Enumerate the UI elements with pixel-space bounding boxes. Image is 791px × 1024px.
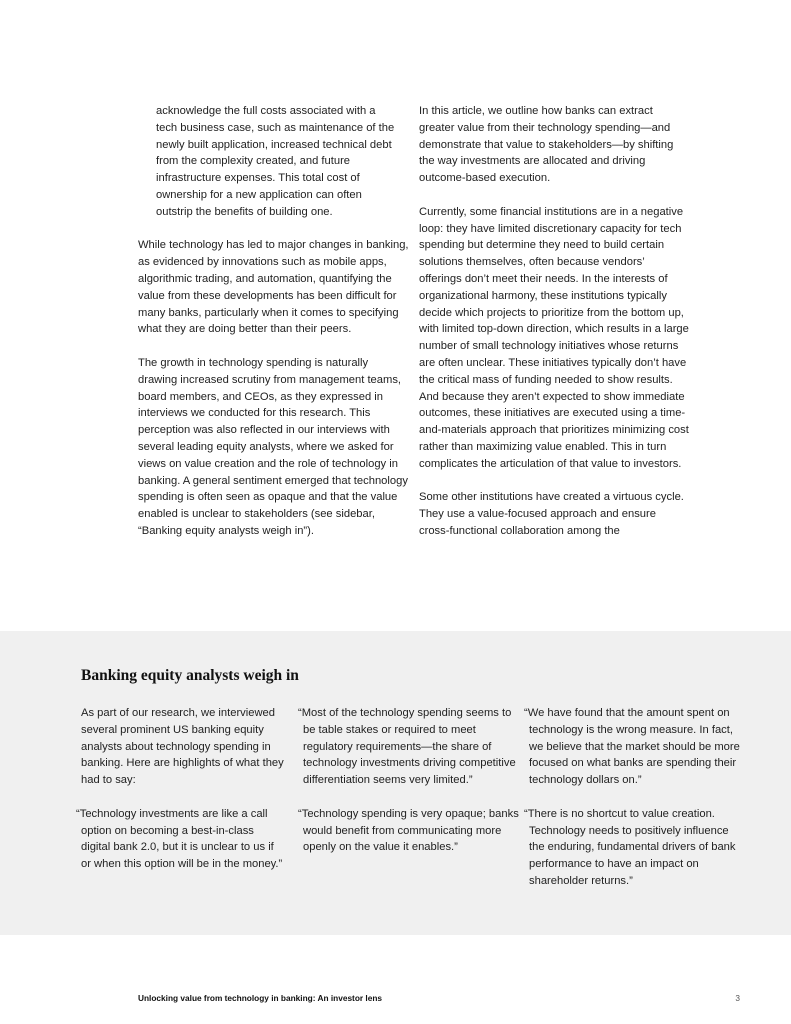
analyst-quote: “Technology spending is very opaque; banks would benefit from communicating more openly on the value it enables.” bbox=[298, 807, 519, 854]
sidebar-column-3 bbox=[524, 705, 744, 907]
analyst-quote: “There is no shortcut to value creation. Technology needs to positively influence the enduring, fundamental drivers of bank performance to have an impact on shareholder returns.” bbox=[524, 807, 736, 887]
paragraph: The growth in technology spending is naturally drawing increased scrutiny from management teams, board members, and CEOs, as they expressed in interviews we conducted for this research. This perception was also reflected in our interviews with several leading equity analysts, where we asked for views on value creation and the role of technology in banking. A general sentiment emerged that technology spending is often seen as opaque and that the value enabled is unclear to stakeholders (see sidebar, “Banking equity analysts weigh in”). bbox=[138, 356, 408, 537]
footer-title: Unlocking value from technology in banking: An investor lens bbox=[138, 993, 383, 1003]
sidebar-title: Banking equity analysts weigh in bbox=[81, 667, 299, 684]
page-number: 3 bbox=[735, 993, 740, 1003]
paragraph: Currently, some financial institutions are in a negative loop: they have limited discretionary capacity for tech spending but determine they need to build certain solutions themselves, often because vendors’ offerings don’t meet their needs. In the interests of organizational harmony, these institutions typically decide which projects to prioritize from the bottom up, with limited top-down direction, which results in a large number of small technology initiatives whose returns are often unclear. These initiatives typically don’t have the critical mass of funding needed to show results. And because they aren’t expected to show immediate outcomes, these initiatives are executed using a time-and-materials approach that prioritizes minimizing cost rather than maximizing value enabled. This in turn complicates the articulation of that value to investors. bbox=[419, 205, 689, 470]
sidebar-intro: As part of our research, we interviewed several prominent US banking equity analysts about technology spending in banking. Here are highlights of what they had to say: bbox=[81, 707, 284, 787]
sidebar-column-1 bbox=[76, 705, 286, 890]
paragraph: Some other institutions have created a virtuous cycle. They use a value-focused approach and ensure cross-functional collaboration among the bbox=[419, 491, 684, 537]
left-text-column bbox=[138, 103, 410, 557]
analyst-quote: “Technology investments are like a call option on becoming a best-in-class digital bank 2.0, but it is unclear to us if or when this option will be in the money.” bbox=[76, 807, 283, 871]
sidebar-column-2 bbox=[298, 705, 521, 873]
analyst-quote: “We have found that the amount spent on technology is the wrong measure. In fact, we believe that the market should be more focused on what banks are spending their technology dollars on.” bbox=[524, 707, 740, 787]
right-text-column bbox=[419, 103, 689, 557]
paragraph: acknowledge the full costs associated with a tech business case, such as maintenance of the newly built application, increased technical debt from the complexity created, and future infrastructure expenses. This total cost of ownership for a new application can often outstrip the benefits of building one. bbox=[156, 105, 395, 218]
paragraph: In this article, we outline how banks can extract greater value from their technology spending—and demonstrate that value to stakeholders—by shifting the way investments are allocated and driving outcome-based execution. bbox=[419, 105, 674, 185]
analyst-quote: “Most of the technology spending seems to be table stakes or required to meet regulatory requirements—the share of technology investments driving competitive differentiation seems very limited.” bbox=[298, 707, 516, 787]
paragraph: While technology has led to major changes in banking, as evidenced by innovations such as mobile apps, algorithmic trading, and automation, quantifying the value from these developments has been difficult for many banks, particularly when it comes to specifying what they are doing better than their peers. bbox=[138, 239, 409, 336]
